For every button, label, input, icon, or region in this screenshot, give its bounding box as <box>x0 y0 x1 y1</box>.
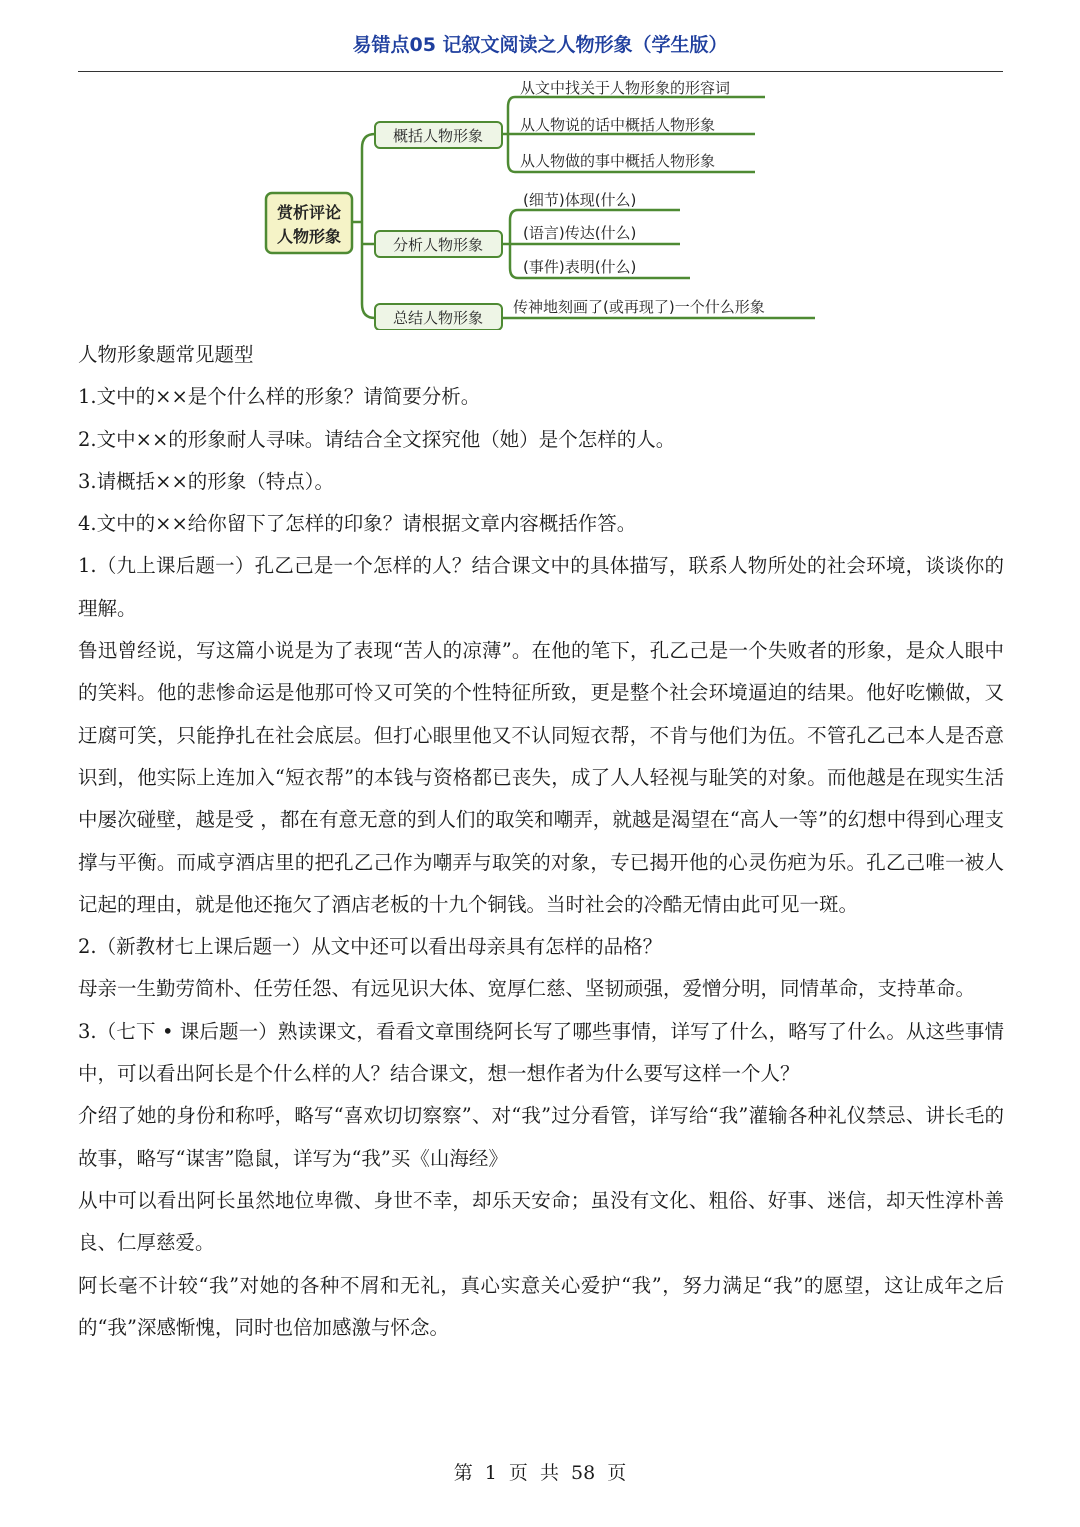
exercise-2-answer: 母亲一生勤劳简朴、任劳任怨、有远见识大体、宽厚仁慈、坚韧顽强，爱憎分明，同情革命，支持革命。 <box>78 977 976 1001</box>
mind-map <box>0 72 1080 330</box>
mind-map-leaf: 从文中找关于人物形象的形容词 <box>520 79 731 97</box>
mind-map-leaf: 从人物说的话中概括人物形象 <box>520 116 716 134</box>
question-type-4: 4.文中的××给你留下了怎样的印象？请根据文章内容概括作答。 <box>78 512 637 536</box>
exercise-3-answer-part-3: 阿长毫不计较“我”对她的各种不屑和无礼，真心实意关心爱护“我”，努力满足“我”的愿望，这让成年之后的“我”深感惭愧，同时也倍加感激与怀念。 <box>78 1273 1004 1339</box>
mind-map-leaf: 传神地刻画了(或再现了)一个什么形象 <box>513 298 765 316</box>
mind-map-branch-summarize: 概括人物形象 <box>392 127 484 145</box>
exercise-2-question: 2.（新教材七上课后题一）从文中还可以看出母亲具有怎样的品格？ <box>78 935 663 959</box>
question-type-3: 3.请概括××的形象（特点）。 <box>78 469 335 493</box>
question-type-2: 2.文中××的形象耐人寻味。请结合全文探究他（她）是个怎样的人。 <box>78 427 676 451</box>
mind-map-leaf: 从人物做的事中概括人物形象 <box>520 152 716 170</box>
exercise-3-answer-part-1: 介绍了她的身份和称呼，略写“喜欢切切察察”、对“我”过分看管，详写给“我”灌输各种礼仪禁忌、讲长毛的故事，略写“谋害”隐鼠，详写为“我”买《山海经》 <box>78 1104 1004 1170</box>
mind-map-branch-conclude: 总结人物形象 <box>392 309 484 327</box>
exercise-1-answer: 鲁迅曾经说，写这篇小说是为了表现“苦人的凉薄”。在他的笔下，孔乙己是一个失败者的形象，是众人眼中的笑料。他的悲惨命运是他那可怜又可笑的个性特征所致，更是整个社会环境逼迫的结果。他好吃懒做，又迂腐可笑，只能挣扎在社会底层。但打心眼里他又不认同短衣帮，不肯与他们为伍。不管孔乙己本人是否意识到，他实际上连加入“短衣帮”的本钱与资格都已丧失，成了人人轻视与耻笑的对象。而他越是在现实生活中屡次碰壁，越是受 ，都在有意无意的到人们的取笑和嘲弄，就越是渴望在“高人一等”的幻想中得到心理支撑与平衡。而咸亨酒店里的把孔乙己作为嘲弄与取笑的对象，专已揭开他的心灵伤疤为乐。孔乙己唯一被人记起的理由，就是他还拖欠了酒店老板的十九个铜钱。当时社会的冷酷无情由此可见一斑。 <box>78 639 1004 916</box>
body-text <box>78 334 1004 1349</box>
page-header-title: 易错点05 记叙文阅读之人物形象（学生版） <box>352 34 728 56</box>
question-type-1: 1.文中的××是个什么样的形象？请简要分析。 <box>78 385 481 409</box>
exercise-3-question: 3.（七下 • 课后题一）熟读课文，看看文章围绕阿长写了哪些事情，详写了什么，略写了什么。从这些事情中，可以看出阿长是个什么样的人？结合课文，想一想作者为什么要写这样一个人？ <box>78 1019 1004 1086</box>
mind-map-leaf: (细节)体现(什么) <box>523 191 637 209</box>
exercise-3-answer-part-2: 从中可以看出阿长虽然地位卑微、身世不幸，却乐天安命；虽没有文化、粗俗、好事、迷信，却天性淳朴善良、仁厚慈爱。 <box>78 1188 1004 1255</box>
mind-map-root-line-1: 赏析评论 <box>276 203 342 222</box>
exercise-1-question: 1.（九上课后题一）孔乙己是一个怎样的人？结合课文中的具体描写，联系人物所处的社会环境，谈谈你的理解。 <box>78 554 1004 620</box>
mind-map-branch-analyze: 分析人物形象 <box>392 236 484 254</box>
page-number: 第 1 页 共 58 页 <box>453 1462 627 1484</box>
section-heading: 人物形象题常见题型 <box>78 343 254 366</box>
mind-map-leaf: (语言)传达(什么) <box>523 224 637 242</box>
mind-map-leaf: (事件)表明(什么) <box>523 258 637 276</box>
mind-map-root-line-2: 人物形象 <box>276 227 342 246</box>
